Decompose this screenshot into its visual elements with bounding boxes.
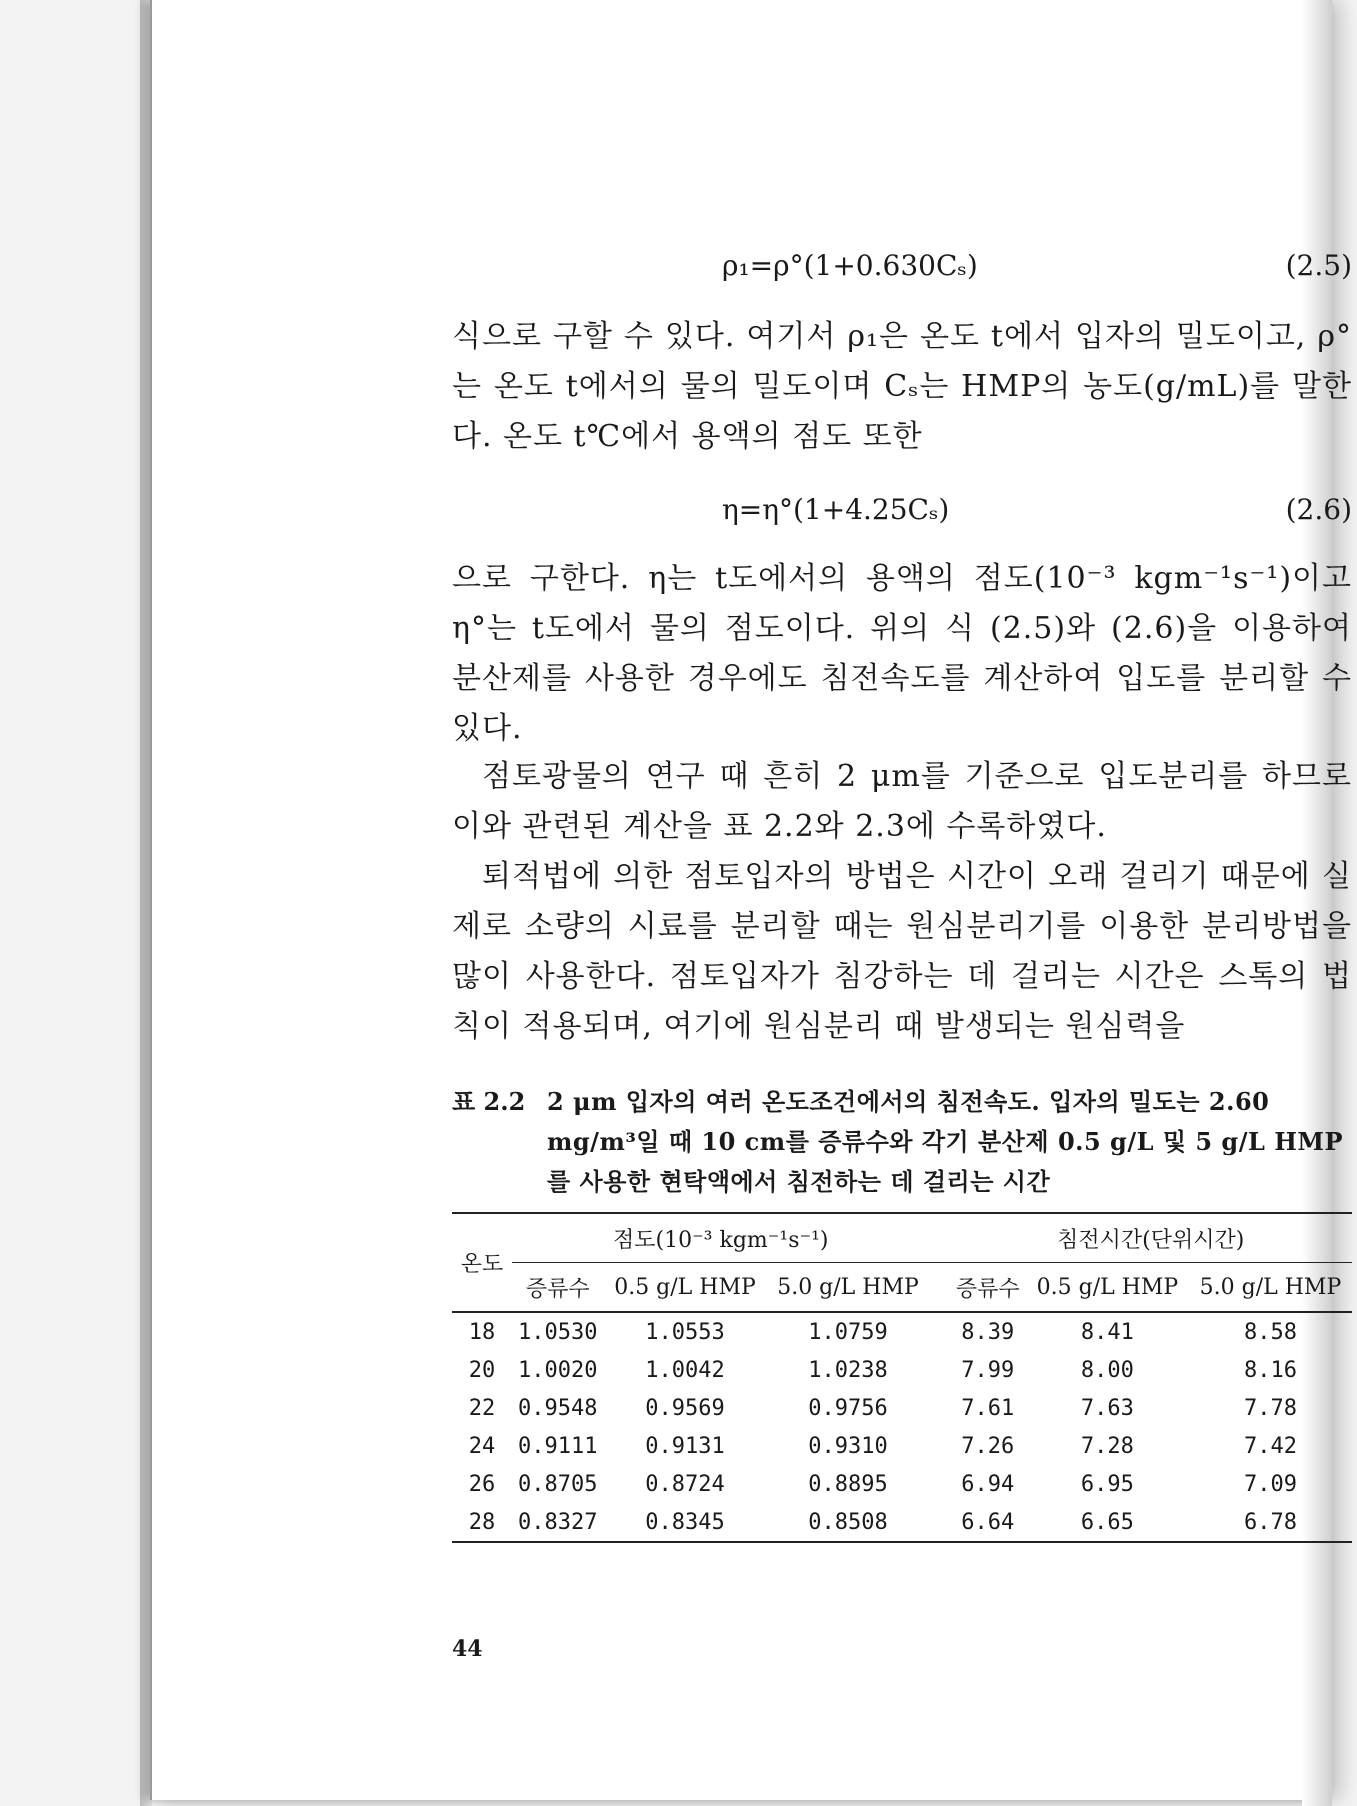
settling-time-table [452,1212,1352,1543]
table-cell: 0.8345 [645,1509,725,1535]
table-row [452,1503,1352,1542]
table-cell: 8.39 [961,1319,1015,1345]
subheader-hmp-5-0: 5.0 g/L HMP [1199,1274,1342,1300]
subheader-hmp-5-0: 5.0 g/L HMP [777,1274,919,1300]
book-page [150,0,1352,1800]
paragraph-3: 점토광물의 연구 때 흔히 2 μm를 기준으로 입도분리를 하므로 이와 관련된 계산을 표 2.2와 2.3에 수록하였다. [452,759,1352,844]
table-row [452,1465,1352,1503]
table-cell: 0.9548 [518,1395,598,1421]
table-cell: 0.9756 [808,1395,888,1421]
table-cell: 1.0238 [808,1357,888,1383]
paragraph-1: 식으로 구할 수 있다. 여기서 ρ₁은 온도 t에서 입자의 밀도이고, ρ°는 온도 t에서의 물의 밀도이며 Cₛ는 HMP의 농도(g/mL)를 말한다. 온도 t℃에서 용액의 점도 또한 [452,319,1352,454]
table-row [452,1427,1352,1465]
table-cell: 6.95 [1080,1471,1134,1497]
table-cell: 7.28 [1080,1433,1134,1459]
table-cell: 0.8508 [808,1509,888,1535]
header-viscosity-group: 점도(10⁻³ kgm⁻¹s⁻¹) [512,1213,930,1263]
table-cell: 6.65 [1080,1509,1134,1535]
equation-2-5 [452,244,1352,288]
paragraph-2: 으로 구한다. η는 t도에서의 용액의 점도(10⁻³ kgm⁻¹s⁻¹)이고 η°는 t도에서 물의 점도이다. 위의 식 (2.5)와 (2.6)을 이용하여 분산제를 사용한 경우에도 침전속도를 계산하여 입도를 분리할 수 있다. [452,561,1352,746]
header-temperature: 온도 [452,1213,512,1312]
temperature-cell: 28 [468,1509,496,1535]
table-cell: 0.8724 [645,1471,725,1497]
paragraph-4: 퇴적법에 의한 점토입자의 방법은 시간이 오래 걸리기 때문에 실제로 소량의 시료를 분리할 때는 원심분리기를 이용한 분리방법을 많이 사용한다. 점토입자가 침강하는 데 걸리는 시간은 스톡의 법칙이 적용되며, 여기에 원심분리 때 발생되는 원심력을 [452,859,1352,1044]
temperature-cell: 24 [468,1433,496,1459]
table-cell: 0.8327 [518,1509,598,1535]
table-row [452,1312,1352,1351]
table-label: 표 2.2 [452,1087,526,1116]
table-cell: 7.63 [1080,1395,1134,1421]
temperature-cell: 18 [468,1319,496,1345]
table-cell: 8.41 [1080,1319,1134,1345]
table-caption-text: 2 μm 입자의 여러 온도조건에서의 침전속도. 입자의 밀도는 2.60 mg/m³일 때 10 cm를 증류수와 각기 분산제 0.5 g/L 및 5 g/L HMP를 사용한 현탁액에서 침전하는 데 걸리는 시간 [547,1087,1343,1196]
table-cell: 7.09 [1243,1471,1297,1497]
header-settling-time-group: 침전시간(단위시간) [930,1213,1353,1263]
table-cell: 1.0042 [645,1357,725,1383]
temperature-cell: 26 [468,1471,496,1497]
subheader-hmp-0-5: 0.5 g/L HMP [1036,1274,1179,1300]
temperature-cell: 20 [468,1357,496,1383]
table-cell: 1.0553 [645,1319,725,1345]
table-cell: 0.9111 [518,1433,598,1459]
page-number: 44 [452,1636,483,1662]
table-cell: 8.58 [1243,1319,1297,1345]
table-cell: 8.00 [1080,1357,1134,1383]
temperature-cell: 22 [468,1395,496,1421]
table-cell: 0.9131 [645,1433,725,1459]
subheader-distilled-water: 증류수 [955,1276,1020,1302]
table-cell: 6.78 [1243,1509,1297,1535]
table-cell: 1.0759 [808,1319,888,1345]
table-cell: 8.16 [1243,1357,1297,1383]
table-row [452,1389,1352,1427]
table-cell: 7.78 [1243,1395,1297,1421]
subheader-hmp-0-5: 0.5 g/L HMP [614,1274,756,1300]
equation-expression: η=η°(1+4.25Cₛ) [722,493,950,526]
table-cell: 1.0020 [518,1357,598,1383]
table-cell: 0.9310 [808,1433,888,1459]
table-cell: 7.99 [961,1357,1015,1383]
equation-number: (2.5) [1285,249,1352,282]
table-cell: 7.61 [961,1395,1015,1421]
equation-number: (2.6) [1285,493,1352,526]
subheader-distilled-water: 증류수 [525,1276,590,1302]
equation-expression: ρ₁=ρ°(1+0.630Cₛ) [722,249,978,282]
table-cell: 7.42 [1243,1433,1297,1459]
table-cell: 6.94 [961,1471,1015,1497]
table-cell: 0.8705 [518,1471,598,1497]
table-cell: 0.8895 [808,1471,888,1497]
table-cell: 6.64 [961,1509,1015,1535]
table-cell: 7.26 [961,1433,1015,1459]
equation-2-6 [452,488,1352,532]
table-cell: 1.0530 [518,1319,598,1345]
table-row [452,1351,1352,1389]
table-cell: 0.9569 [645,1395,725,1421]
